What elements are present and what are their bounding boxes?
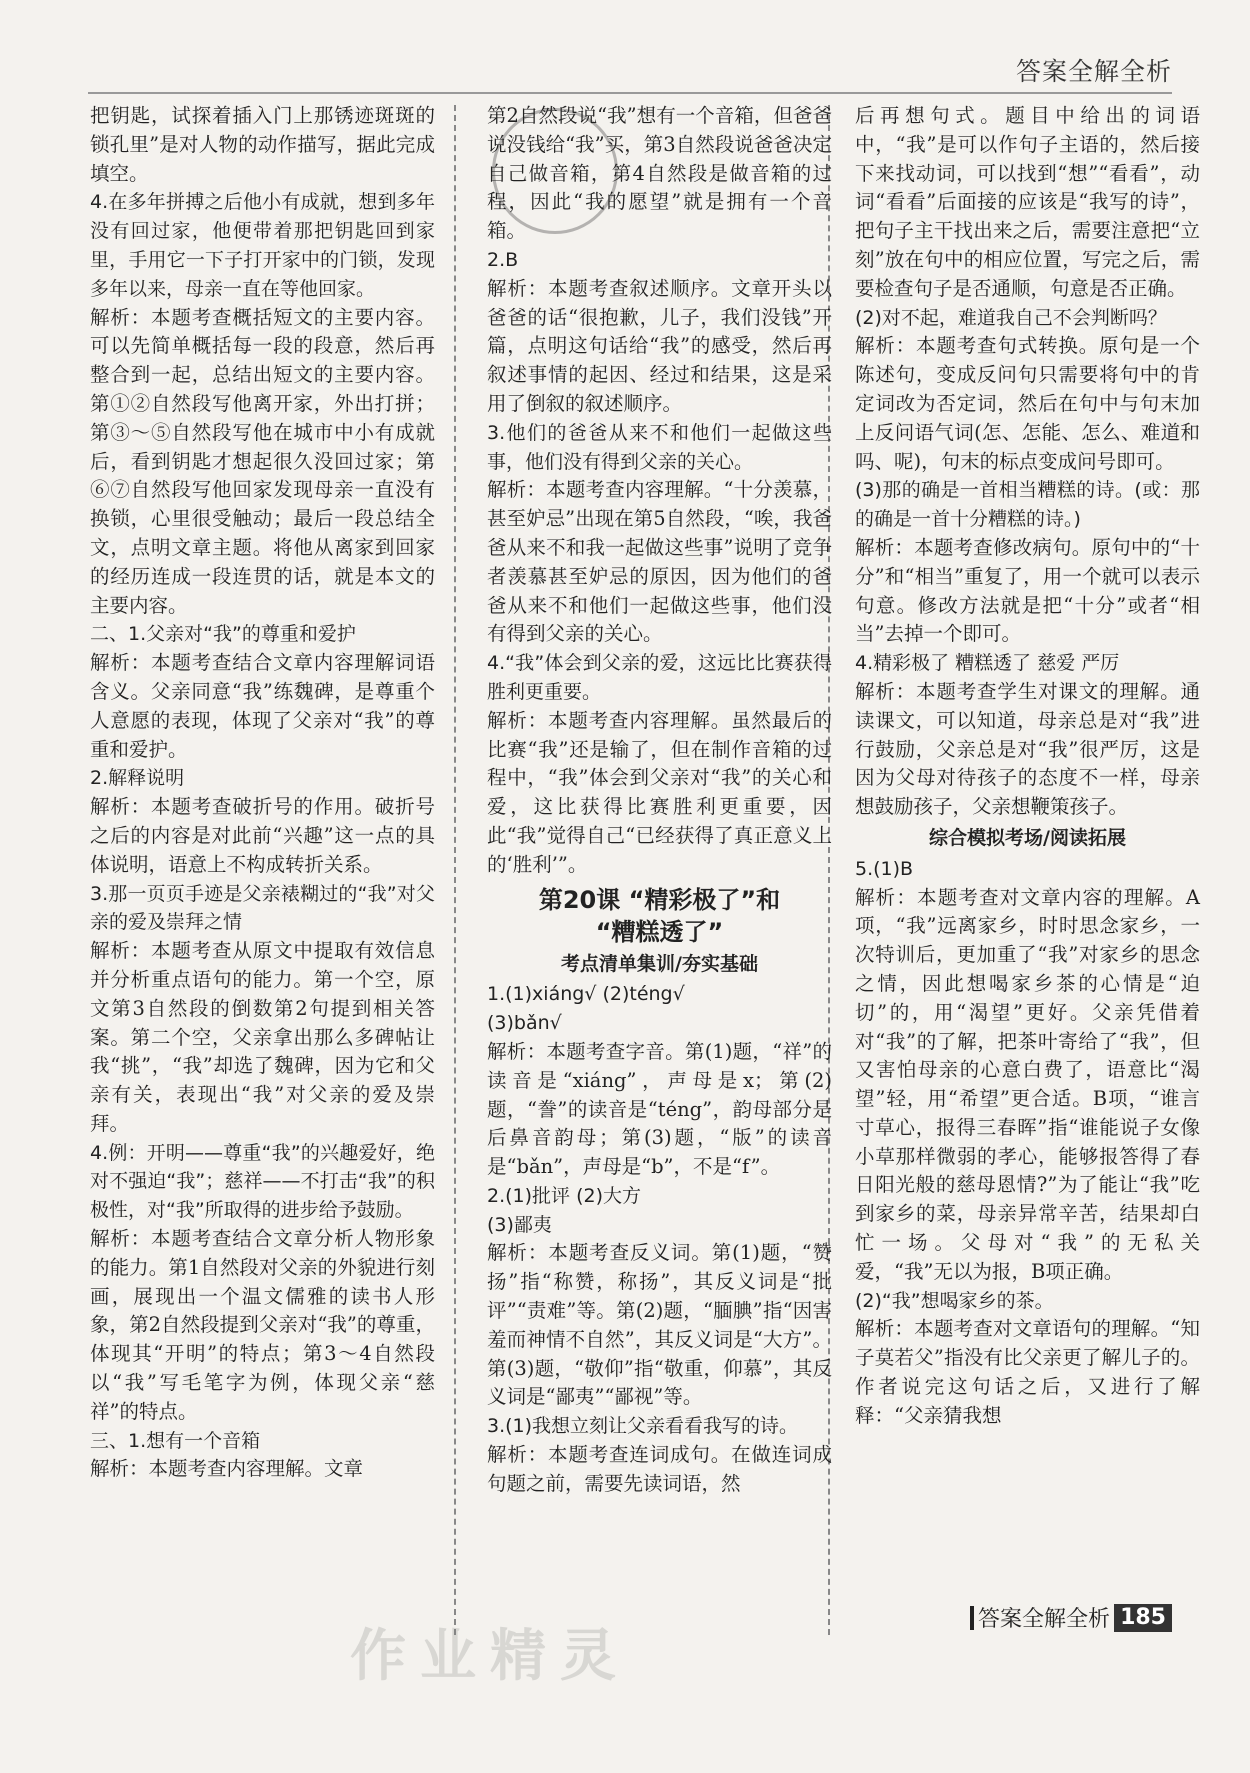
analysis-paragraph: 解析：本题考查破折号的作用。破折号之后的内容是对此前“兴趣”这一点的具体说明，语意上不构成转折关系。 [90,795,435,876]
analysis-paragraph: 解析：本题考查从原文中提取有效信息并分析重点语句的能力。第一个空，原文第3自然段的倒数第2句提到相关答案。第二个空，父亲拿出那么多碑帖让我“挑”，“我”却选了魏碑，因为它和父亲有关，表现出“我”对父亲的爱及崇拜。 [90,939,435,1135]
section-title-basics: 考点清单集训/夯实基础 [561,952,758,975]
analysis-paragraph: 解析：本题考查内容理解。“十分羡慕，甚至妒忌”出现在第5自然段，“唉，我爸爸从来不和我一起做这些事”说明了竞争者羡慕甚至妒忌的原因，因为他们的爸爸从来不和他们一起做这些事，他们没有得到父亲的关心。 [487,478,832,646]
answer-item: 2.B [487,248,519,271]
column-middle [487,102,832,1499]
answer-item: (2)对不起，难道我自己不会判断吗？ [855,306,1167,329]
footer-label: 答案全解全析 [978,1607,1111,1632]
answer-item: (2)“我”想喝家乡的茶。 [855,1289,1054,1312]
answer-item: 4.在多年拼搏之后他小有成就，想到多年没有回过家，他便带着那把钥匙回到家里，手用它一下子打开家中的门锁，发现多年以来，母亲一直在等他回家。 [90,191,435,300]
analysis-paragraph: 解析：本题考查对文章内容的理解。A项，“我”远离家乡，时时思念家乡，一次特训后，更加重了“我”对家乡的思念之情，因此想喝家乡茶的心情是“迫切”的，用“渴望”更好。父亲凭借着对“我”的了解，把茶叶寄给了“我”，但又害怕母亲的心意白费了，语意比“渴望”轻，用“希望”更合适。B项，“谁言寸草心，报得三春晖”指“谁能说子女像小草那样微弱的孝心，能够报答得了春日阳光般的慈母恩情?”为了能让“我”吃到家乡的菜，母亲异常辛苦，结果却白忙一场。父母对“我”的无私关爱，“我”无以为报，B项正确。 [855,885,1200,1283]
answer-item: 4.例：开明——尊重“我”的兴趣爱好，绝对不强迫“我”；慈祥——不打击“我”的积极性，对“我”所取得的进步给予鼓励。 [90,1141,435,1222]
answer-item: 5.(1)B [855,857,914,880]
answer-item: (3)bǎn√ [487,1012,562,1035]
footer-bar [970,1606,974,1630]
analysis-paragraph: 解析：本题考查学生对课文的理解。通读课文，可以知道，母亲总是对“我”进行鼓励，父亲总是对“我”很严厉，这是因为父母对待孩子的态度不一样，母亲想鼓励孩子，父亲想鞭策孩子。 [855,679,1200,819]
analysis-paragraph: 解析：本题考查结合文章内容理解词语含义。父亲同意“我”练魏碑，是尊重个人意愿的表现，体现了父亲对“我”的尊重和爱护。 [90,651,435,761]
paragraph: 把钥匙，试探着插入门上那锈迹斑斑的锁孔里”是对人物的动作描写，据此完成填空。 [90,104,435,185]
column-divider-left [454,105,456,1635]
answer-item: (3)那的确是一首相当糟糕的诗。(或：那的确是一首十分糟糕的诗。) [855,479,1200,531]
section-title-reading: 综合模拟考场/阅读拓展 [929,826,1126,849]
analysis-paragraph: 解析：本题考查内容理解。文章 [90,1457,364,1481]
analysis-paragraph: 解析：本题考查概括短文的主要内容。可以先简单概括每一段的段意，然后再整合到一起，总结出短文的主要内容。第①②自然段写他离开家，外出打拼；第③～⑤自然段写他在城市中小有成就后，看到钥匙才想起很久没回过家；第⑥⑦自然段写他回家发现母亲一直没有换锁，心里很受触动；最后一段总结全文，点明文章主题。将他从离家到回家的经历连成一段连贯的话，就是本文的主要内容。 [90,305,435,617]
lesson-title-line-2: “糟糕透了” [595,917,724,946]
analysis-paragraph: 解析：本题考查结合文章分析人物形象的能力。第1自然段对父亲的外貌进行刻画，展现出一个温文儒雅的读书人形象，第2自然段提到父亲对“我”的尊重，体现其“开明”的特点；第3～4自然段以“我”写毛笔字为例，体现父亲“慈祥”的特点。 [90,1227,435,1423]
answer-item: 3.他们的爸爸从来不和他们一起做这些事，他们没有得到父亲的关心。 [487,421,832,473]
paragraph: 后再想句式。题目中给出的词语中，“我”是可以作句子主语的，然后接下来找动词，可以找到“想”“看看”，动词“看看”后面接的应该是“我写的诗”，把句子主干找出来之后，需要注意把“立刻”放在句中的相应位置，写完之后，需要检查句子是否通顺，句意是否正确。 [855,104,1200,300]
analysis-paragraph: 解析：本题考查对文章语句的理解。“知子莫若父”指没有比父亲更了解儿子的。作者说完这句话之后，又进行了解释：“父亲猜我想 [855,1317,1200,1427]
analysis-paragraph: 解析：本题考查字音。第(1)题，“祥”的读音是“xiáng”，声母是x；第(2)题，“誊”的读音是“téng”，韵母部分是后鼻音韵母；第(3)题，“版”的读音是“bǎn”，声母是“b”，不是“f”。 [487,1039,832,1179]
column-left [90,102,435,1484]
header-rule [88,92,1172,94]
analysis-paragraph: 解析：本题考查修改病句。原句中的“十分”和“相当”重复了，用一个就可以表示句意。修改方法就是把“十分”或者“相当”去掉一个即可。 [855,535,1200,646]
analysis-paragraph: 解析：本题考查句式转换。原句是一个陈述句，变成反问句只需要将句中的肯定词改为否定词，然后在句中与句末加上反问语气词(怎、怎能、怎么、难道和吗、呢)，句末的标点变成问号即可。 [855,334,1200,473]
paragraph: 第2自然段说“我”想有一个音箱，但爸爸说没钱给“我”买，第3自然段说爸爸决定自己做音箱，第4自然段是做音箱的过程，因此“我的愿望”就是拥有一个音箱。 [487,104,832,243]
page-header: 答案全解全析 [1015,57,1172,86]
lesson-title-line-1: 第20课 “精彩极了”和 [538,885,781,914]
analysis-paragraph: 解析：本题考查反义词。第(1)题，“赞扬”指“称赞，称扬”，其反义词是“批评”“责难”等。第(2)题，“腼腆”指“因害羞而神情不自然”，其反义词是“大方”。第(3)题，“敬仰”指“敬重，仰慕”，其反义词是“鄙夷”“鄙视”等。 [487,1241,832,1409]
analysis-paragraph: 解析：本题考查连词成句。在做连词成句题之前，需要先读词语，然 [487,1443,832,1495]
answer-item: 二、1.父亲对“我”的尊重和爱护 [90,623,356,646]
answer-item: 1.(1)xiáng√ (2)téng√ [487,983,685,1006]
analysis-paragraph: 解析：本题考查叙述顺序。文章开头以爸爸的话“很抱歉，儿子，我们没钱”开篇，点明这句话给“我”的感受，然后再叙述事情的起因、经过和结果，这是采用了倒叙的叙述顺序。 [487,276,832,415]
answer-item: 2.(1)批评 (2)大方 [487,1184,641,1207]
answer-item: 3.那一页页手迹是父亲裱糊过的“我”对父亲的爱及崇拜之情 [90,882,435,934]
analysis-paragraph: 解析：本题考查内容理解。虽然最后的比赛“我”还是输了，但在制作音箱的过程中，“我”体会到父亲对“我”的关心和爱，这比获得比赛胜利更重要，因此“我”觉得自己“已经获得了真正意义上的‘胜利’”。 [487,708,832,876]
answer-item: 3.(1)我想立刻让父亲看看我写的诗。 [487,1415,799,1438]
answer-item: (3)鄙夷 [487,1213,552,1236]
lesson-title [487,884,832,948]
page-number: 185 [1114,1604,1172,1632]
watermark-text: 作业精灵 [350,1624,630,1689]
answer-item: 4.“我”体会到父亲的爱，这远比比赛获得胜利更重要。 [487,652,832,703]
answer-item: 2.解释说明 [90,767,185,790]
answer-item: 三、1.想有一个音箱 [90,1429,261,1452]
answer-item: 4.精彩极了 糟糕透了 慈爱 严厉 [855,652,1120,675]
column-right [855,102,1200,1431]
page-footer [970,1602,1172,1633]
